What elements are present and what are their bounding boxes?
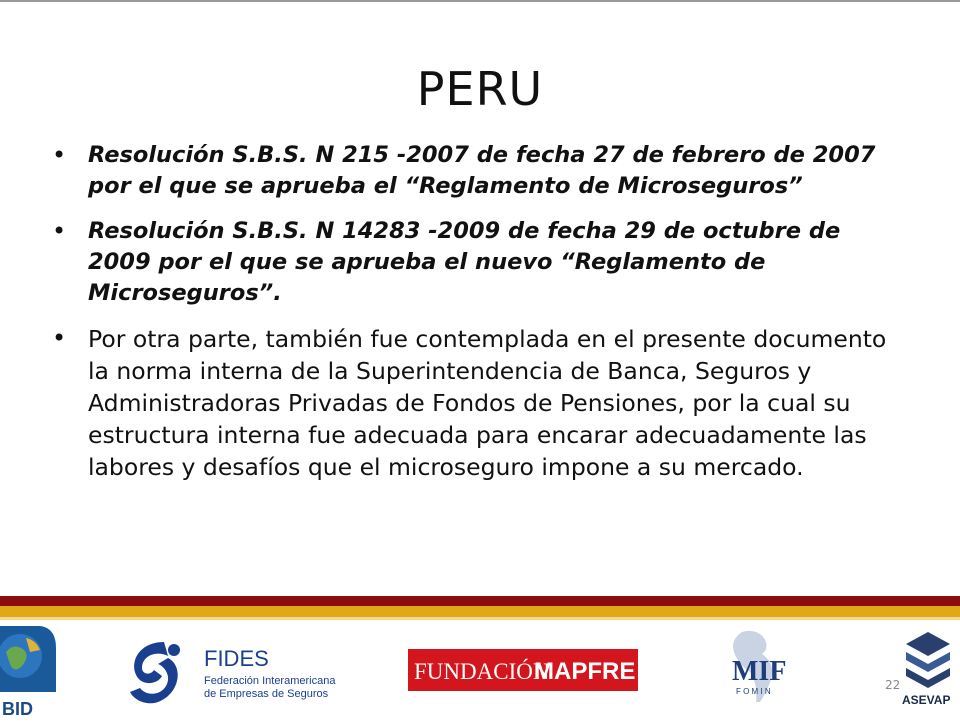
fides-line1: Federación Interamericana xyxy=(204,675,336,687)
bullet-list xyxy=(48,140,908,497)
top-rule xyxy=(0,0,960,2)
fides-line2: de Empresas de Seguros xyxy=(204,688,329,700)
mif-name: MIF xyxy=(732,656,787,687)
bid-logo xyxy=(0,622,58,720)
mif-sub: F O M I N xyxy=(736,687,771,696)
fides-name: FIDES xyxy=(204,646,269,671)
bullet-dot: • xyxy=(52,141,67,169)
mapfre-part1: FUNDACIÓN xyxy=(414,659,550,684)
slide-number: 22 xyxy=(885,678,901,692)
asevap-logo xyxy=(900,628,956,718)
bullet-text: Resolución S.B.S. N 215 -2007 de fecha 27 de febrero de 2007 por el que se aprueba el “Reglamento de Microseguros” xyxy=(88,142,876,199)
fides-logo xyxy=(124,636,354,710)
footer-band-light xyxy=(0,617,960,620)
bullet-dot: • xyxy=(52,217,67,245)
slide-title: PERU xyxy=(416,62,544,116)
bullet-text: Resolución S.B.S. N 14283 -2009 de fecha 29 de octubre de 2009 por el que se aprueba el nuevo “Reglamento de Microseguros”. xyxy=(88,218,841,306)
mapfre-part2: MAPFRE xyxy=(534,658,636,685)
bullet-item xyxy=(48,323,908,483)
footer-band-gold xyxy=(0,606,960,617)
fundacion-mapfre-logo xyxy=(408,649,638,691)
footer-band-dark xyxy=(0,596,960,606)
bullet-item xyxy=(48,140,908,202)
bullet-item xyxy=(48,216,908,309)
mif-fomin-logo xyxy=(722,628,802,708)
bid-logo-text: BID xyxy=(2,699,33,719)
bullet-text: Por otra parte, también fue contemplada en el presente documento la norma interna de la Superintendencia de Banca, Seguros y Administradoras Privadas de Fondos de Pensiones, por la cual su estructura interna fue adecuada para encarar adecuadamente las labores y desafíos que el microseguro impone a su mercado. xyxy=(88,325,887,481)
asevap-name: ASEVAP xyxy=(902,693,951,707)
bullet-dot: • xyxy=(52,324,67,352)
